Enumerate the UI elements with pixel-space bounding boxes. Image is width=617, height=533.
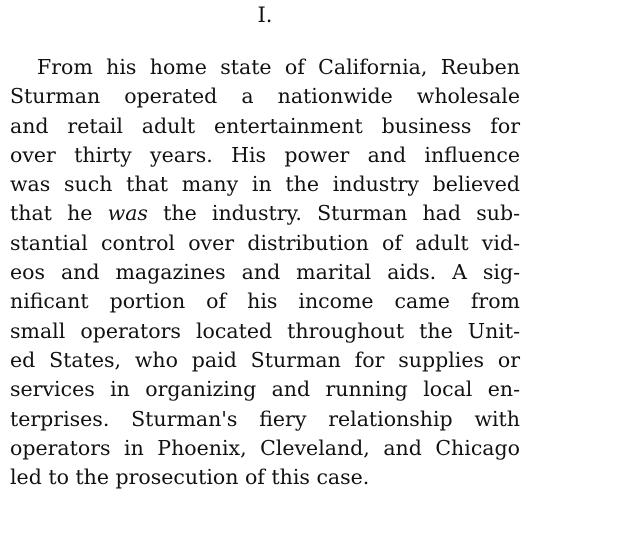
paragraph-line: stantial control over distribution of adult vid- bbox=[10, 230, 520, 255]
paragraph-line: services in organizing and running local en- bbox=[10, 377, 520, 402]
paragraph-line: nificant portion of his income came from bbox=[10, 289, 520, 314]
paragraph-line: From his home state of California, Reuben bbox=[37, 55, 520, 79]
emphasized-word: was bbox=[107, 201, 148, 226]
body-paragraph bbox=[10, 53, 520, 492]
line-text-after: the industry. Sturman had sub- bbox=[147, 201, 520, 226]
line-text-before: that he bbox=[10, 201, 108, 226]
paragraph-line: operators in Phoenix, Cleveland, and Chicago bbox=[10, 435, 520, 460]
paragraph-line: led to the prosecution of this case. bbox=[10, 465, 370, 490]
paragraph-line: Sturman operated a nationwide wholesale bbox=[10, 84, 520, 109]
paragraph-line: eos and magazines and marital aids. A sig- bbox=[10, 260, 520, 285]
paragraph-line: was such that many in the industry believed bbox=[10, 172, 520, 197]
paragraph-line: ed States, who paid Sturman for supplies or bbox=[10, 347, 520, 372]
paragraph-line: and retail adult entertainment business for bbox=[10, 113, 520, 138]
paragraph-line: terprises. Sturman's fiery relationship with bbox=[10, 406, 520, 431]
paragraph-line: small operators located throughout the Unit- bbox=[10, 318, 520, 343]
paragraph-line bbox=[10, 199, 520, 228]
paragraph-line: over thirty years. His power and influence bbox=[10, 142, 520, 167]
section-heading: I. bbox=[257, 3, 273, 27]
